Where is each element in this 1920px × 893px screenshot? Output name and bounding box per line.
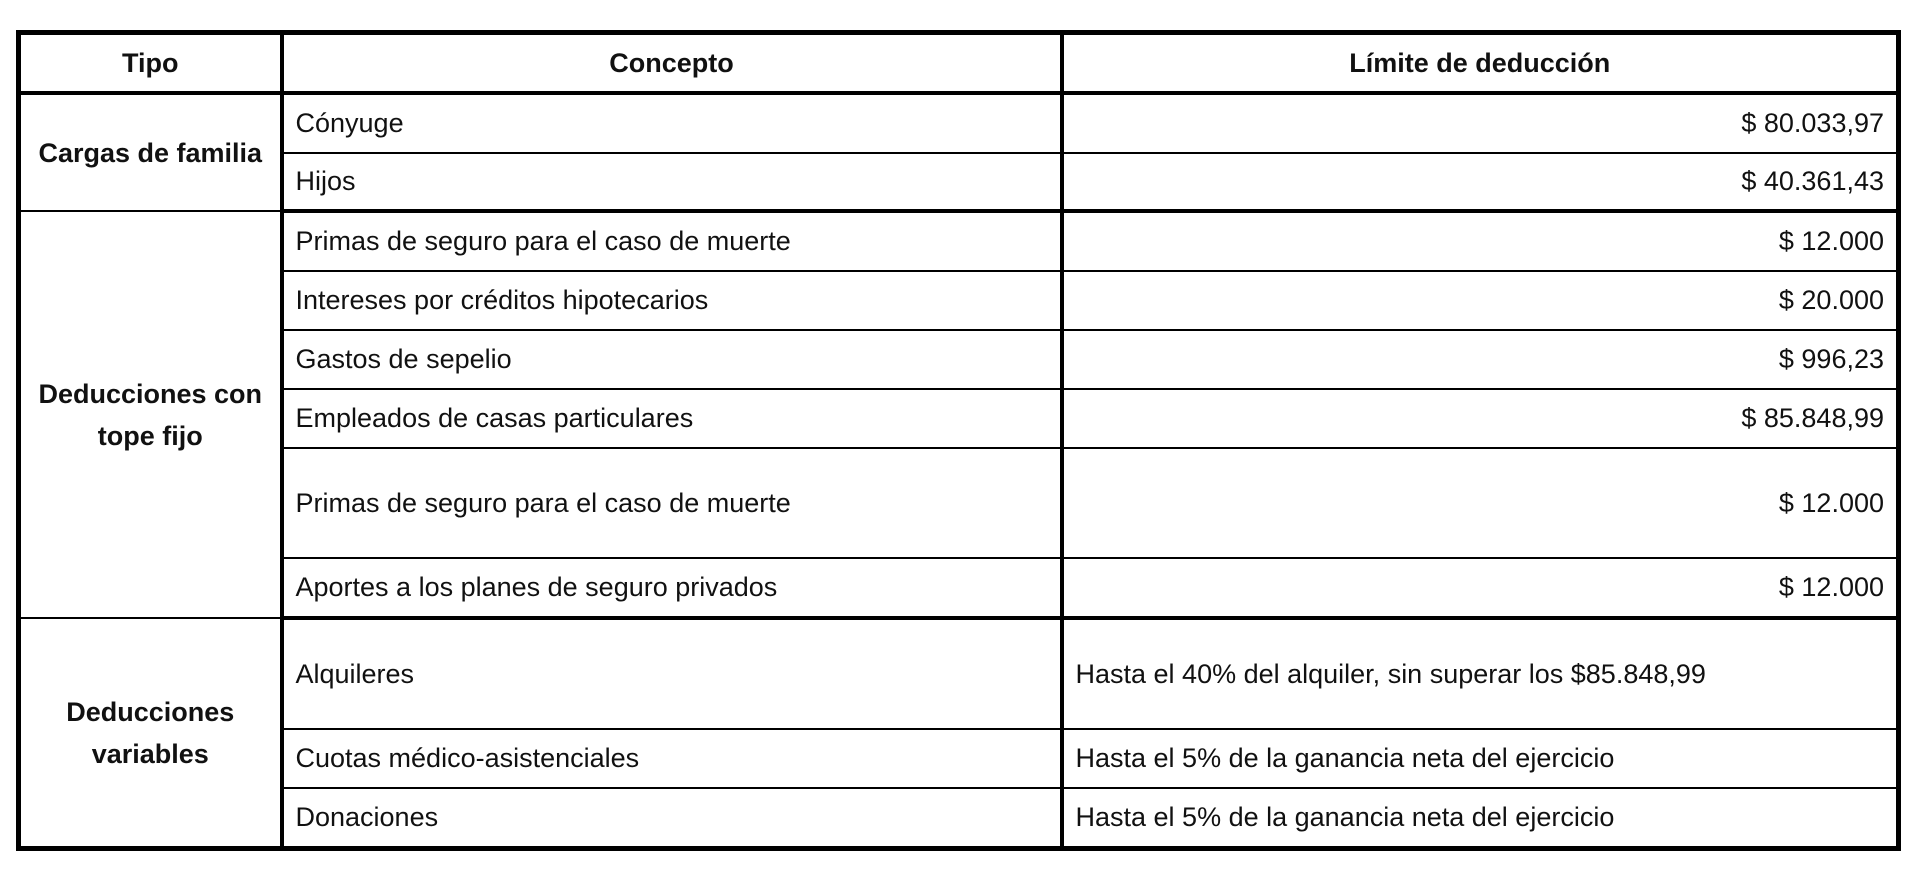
limite-cell: $ 20.000 xyxy=(1062,271,1899,330)
table-row xyxy=(19,211,1899,271)
table-row xyxy=(19,389,1899,448)
group-tipo-cargas-de-familia: Cargas de familia xyxy=(19,93,282,211)
table-row xyxy=(19,271,1899,330)
table-row xyxy=(19,330,1899,389)
table-row xyxy=(19,558,1899,618)
concepto-cell: Primas de seguro para el caso de muerte xyxy=(282,448,1062,558)
header-row xyxy=(19,33,1899,94)
concepto-cell: Primas de seguro para el caso de muerte xyxy=(282,211,1062,271)
table-row xyxy=(19,618,1899,729)
limite-cell: Hasta el 40% del alquiler, sin superar los $85.848,99 xyxy=(1062,618,1899,729)
concepto-cell: Cónyuge xyxy=(282,93,1062,153)
table-row xyxy=(19,93,1899,153)
concepto-cell: Gastos de sepelio xyxy=(282,330,1062,389)
concepto-cell: Intereses por créditos hipotecarios xyxy=(282,271,1062,330)
header-tipo: Tipo xyxy=(19,33,282,94)
limite-cell: Hasta el 5% de la ganancia neta del ejercicio xyxy=(1062,788,1899,849)
limite-cell: $ 80.033,97 xyxy=(1062,93,1899,153)
concepto-cell: Empleados de casas particulares xyxy=(282,389,1062,448)
limite-cell: $ 40.361,43 xyxy=(1062,153,1899,211)
table-row xyxy=(19,448,1899,558)
concepto-cell: Cuotas médico-asistenciales xyxy=(282,729,1062,788)
limite-cell: Hasta el 5% de la ganancia neta del ejercicio xyxy=(1062,729,1899,788)
limite-cell: $ 12.000 xyxy=(1062,558,1899,618)
group-tipo-deducciones-variables: Deducciones variables xyxy=(19,618,282,849)
table-row xyxy=(19,788,1899,849)
header-concepto: Concepto xyxy=(282,33,1062,94)
limite-cell: $ 12.000 xyxy=(1062,448,1899,558)
limite-cell: $ 85.848,99 xyxy=(1062,389,1899,448)
limite-cell: $ 996,23 xyxy=(1062,330,1899,389)
table-row xyxy=(19,729,1899,788)
group-tipo-deducciones-con-tope-fijo: Deducciones con tope fijo xyxy=(19,211,282,618)
limite-cell: $ 12.000 xyxy=(1062,211,1899,271)
concepto-cell: Donaciones xyxy=(282,788,1062,849)
concepto-cell: Alquileres xyxy=(282,618,1062,729)
deductions-table xyxy=(16,30,1901,851)
concepto-cell: Aportes a los planes de seguro privados xyxy=(282,558,1062,618)
table-row xyxy=(19,153,1899,211)
header-limite: Límite de deducción xyxy=(1062,33,1899,94)
concepto-cell: Hijos xyxy=(282,153,1062,211)
